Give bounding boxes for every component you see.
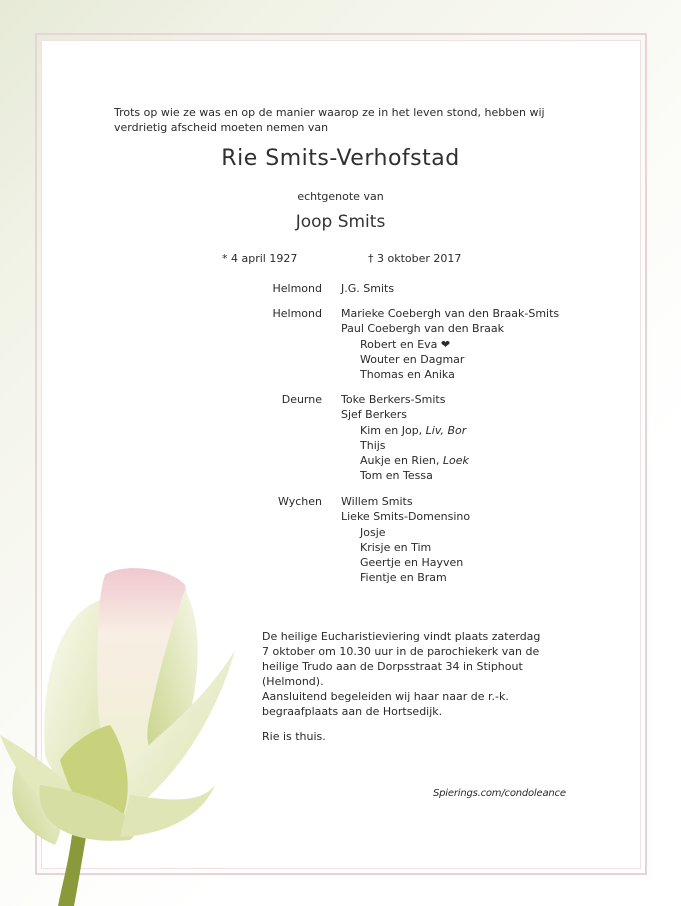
family-member: Paul Coebergh van den Braak: [341, 322, 504, 336]
intro-line: Trots op wie ze was en op de manier waarop ze in het leven stond, hebben wij: [114, 106, 545, 119]
grandchild: Aukje en Rien, Loek: [360, 454, 469, 468]
family-member: Marieke Coebergh van den Braak-Smits: [341, 307, 560, 320]
service-line: De heilige Eucharistieviering vindt plaats zaterdag: [262, 630, 541, 643]
grandchild: Krisje en Tim: [360, 540, 432, 554]
grandchild: Thomas en Anika: [360, 368, 455, 382]
flower-stem: [58, 835, 86, 906]
family-member: J.G. Smits: [341, 282, 395, 295]
family-place: Helmond: [272, 307, 322, 320]
great-grandchildren: Liv, Bor: [425, 423, 467, 437]
grandchild: Josje: [360, 525, 386, 539]
grandchild: Geertje en Hayven: [360, 556, 464, 570]
service-info: [262, 629, 540, 744]
spouse-name: Joop Smits: [295, 212, 386, 232]
family-member: Lieke Smits-Domensino: [341, 510, 471, 524]
death-date: † 3 oktober 2017: [368, 252, 462, 265]
family-member: Sjef Berkers: [341, 408, 408, 422]
grandchild: Kim en Jop, Liv, Bor: [360, 423, 467, 437]
grandchild: Tom en Tessa: [360, 469, 433, 483]
birth-date: * 4 april 1927: [222, 252, 298, 265]
family-names: [341, 306, 559, 382]
family-names: [341, 392, 469, 484]
intro-line: verdrietig afscheid moeten nemen van: [114, 121, 329, 134]
deceased-name: Rie Smits-Verhofstad: [221, 146, 460, 171]
great-grandchildren: Loek: [442, 454, 469, 468]
family-member: Willem Smits: [341, 495, 413, 508]
service-line: 7 oktober om 10.30 uur in de parochiekerk van de: [262, 645, 540, 658]
family-place: Deurne: [281, 393, 322, 406]
family-place: Wychen: [278, 495, 322, 508]
service-line: begraafplaats aan de Hortsedijk.: [262, 705, 443, 718]
service-line: Aansluitend begeleiden wij haar naar de r.-k.: [262, 690, 509, 703]
grandchild: Wouter en Dagmar: [360, 352, 465, 366]
grandchild: Robert en Eva ❤: [360, 337, 451, 351]
home-note: Rie is thuis.: [262, 730, 326, 743]
intro-text: [114, 105, 545, 135]
service-line: (Helmond).: [262, 675, 324, 688]
grandchild: Thijs: [360, 438, 386, 452]
family-member: Toke Berkers-Smits: [341, 393, 446, 406]
family-place: Helmond: [272, 282, 322, 295]
relation-label: echtgenote van: [297, 190, 384, 203]
family-names: [341, 494, 470, 586]
condolence-website: Spierings.com/condoleance: [433, 788, 566, 799]
service-line: heilige Trudo aan de Dorpsstraat 34 in Stiphout: [262, 660, 523, 673]
lotus-flower-image: [0, 555, 260, 906]
family-names: [341, 281, 394, 296]
grandchild: Fientje en Bram: [360, 571, 447, 585]
